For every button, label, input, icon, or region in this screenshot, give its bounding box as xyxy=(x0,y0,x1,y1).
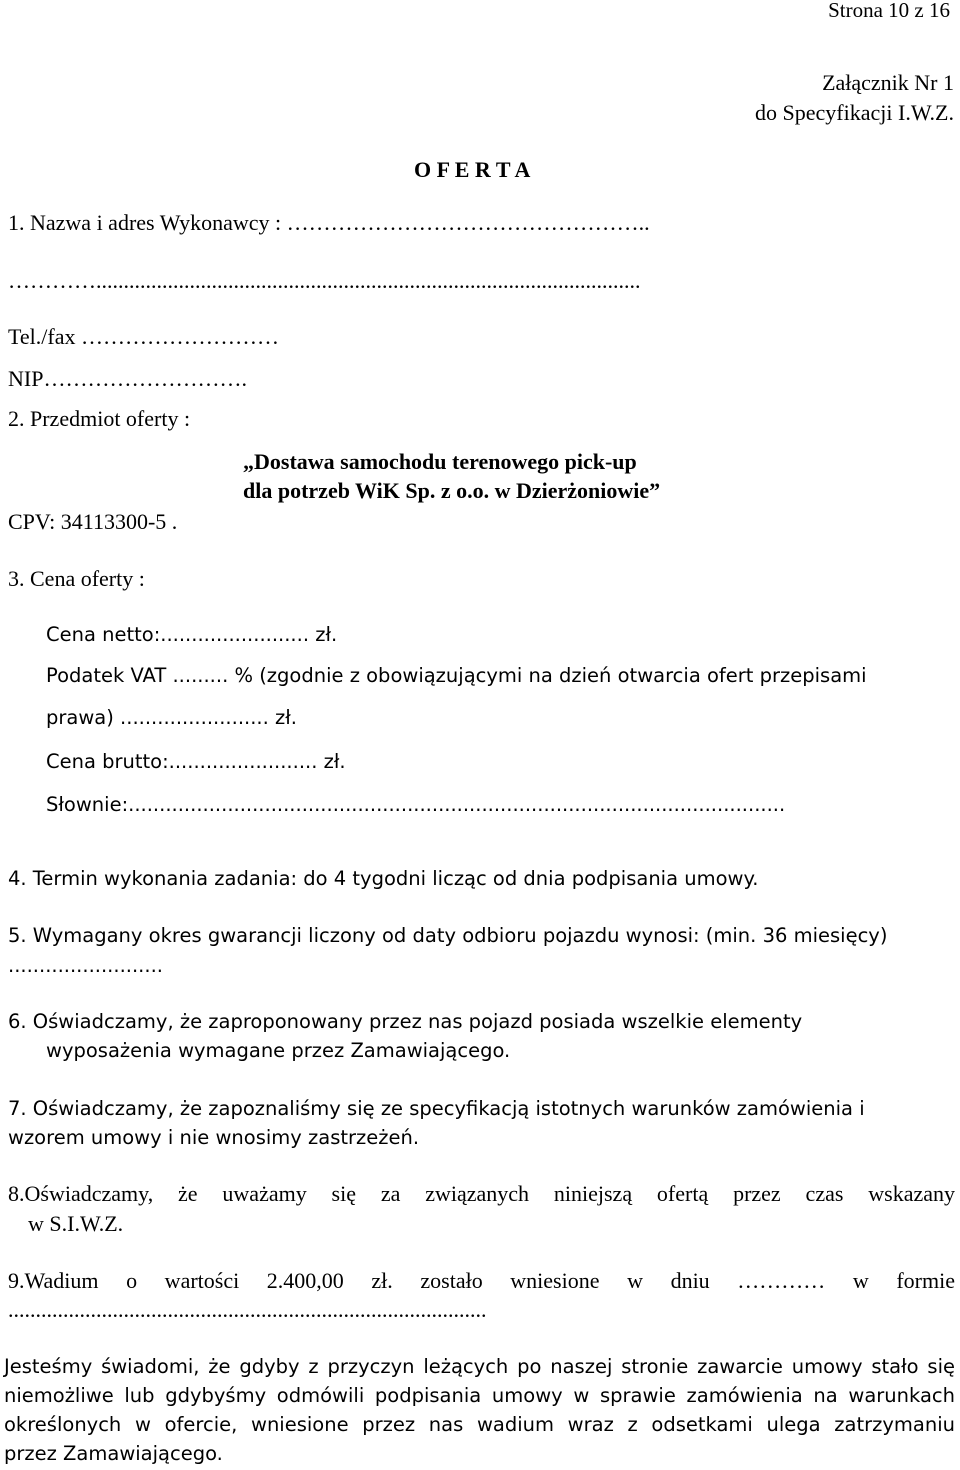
item-7-declaration-line2: wzorem umowy i nie wnosimy zastrzeżeń. xyxy=(8,1126,420,1149)
subject-title-line2: dla potrzeb WiK Sp. z o.o. w Dzierżoniowie” xyxy=(243,478,661,503)
closing-statement-line2: niemożliwe lub gdybyśmy odmówili podpisania umowy w sprawie zamówienia na warunkach xyxy=(4,1384,955,1407)
vat-field: Podatek VAT ......... % (zgodnie z obowiązującymi na dzień otwarcia ofert przepisami xyxy=(46,664,867,687)
price-label: 3. Cena oferty : xyxy=(8,566,145,591)
subject-label: 2. Przedmiot oferty : xyxy=(8,406,191,431)
price-in-words-field: Słownie:.......................................................................................................... xyxy=(46,793,786,816)
tel-fax-field: Tel./fax ……………………… xyxy=(8,324,279,349)
document-title: O F E R T A xyxy=(414,157,531,182)
net-price-field: Cena netto:........................ zł. xyxy=(46,623,338,646)
contractor-name-field: 1. Nazwa i adres Wykonawcy : ………………………………………….. xyxy=(8,210,650,235)
item-6-declaration-line1: 6. Oświadczamy, że zaproponowany przez nas pojazd posiada wszelkie elementy xyxy=(8,1010,803,1033)
annex-number: Załącznik Nr 1 xyxy=(822,70,954,95)
closing-statement-line3: określonych w ofercie, wniesione przez nas wadium wraz z odsetkami ulega zatrzymaniu xyxy=(4,1413,955,1436)
page-number: Strona 10 z 16 xyxy=(828,0,950,22)
cpv-code: CPV: 34113300-5 . xyxy=(8,509,178,534)
item-6-declaration-line2: wyposażenia wymagane przez Zamawiającego. xyxy=(46,1039,511,1062)
subject-title-line1: „Dostawa samochodu terenowego pick-up xyxy=(243,449,637,474)
item-4-completion-term: 4. Termin wykonania zadania: do 4 tygodni licząc od dnia podpisania umowy. xyxy=(8,867,759,890)
contractor-address-field: …………................................................................................................... xyxy=(8,268,641,293)
item-9-deposit-line1: 9.Wadium o wartości 2.400,00 zł. zostało wniesione w dniu ………… w formie xyxy=(8,1268,955,1293)
nip-field: NIP………………………. xyxy=(8,366,247,391)
item-7-declaration-line1: 7. Oświadczamy, że zapoznaliśmy się ze specyfikacją istotnych warunków zamówienia i xyxy=(8,1097,865,1120)
item-8-declaration-line2: w S.I.W.Z. xyxy=(28,1211,124,1236)
item-8-declaration-line1: 8.Oświadczamy, że uważamy się za związanych niniejszą ofertą przez czas wskazany xyxy=(8,1181,955,1206)
closing-statement-line4: przez Zamawiającego. xyxy=(4,1442,223,1465)
closing-statement-line1: Jesteśmy świadomi, że gdyby z przyczyn leżących po naszej stronie zawarcie umowy stało się xyxy=(4,1355,955,1378)
vat-amount-field: prawa) ........................ zł. xyxy=(46,706,297,729)
item-5-warranty: 5. Wymagany okres gwarancji liczony od daty odbioru pojazdu wynosi: (min. 36 miesięcy) xyxy=(8,924,888,947)
item-9-deposit-form-field: ....................................................................................... xyxy=(8,1297,487,1322)
item-5-warranty-field: ......................... xyxy=(8,954,163,977)
gross-price-field: Cena brutto:........................ zł. xyxy=(46,750,346,773)
annex-reference: do Specyfikacji I.W.Z. xyxy=(755,100,954,125)
